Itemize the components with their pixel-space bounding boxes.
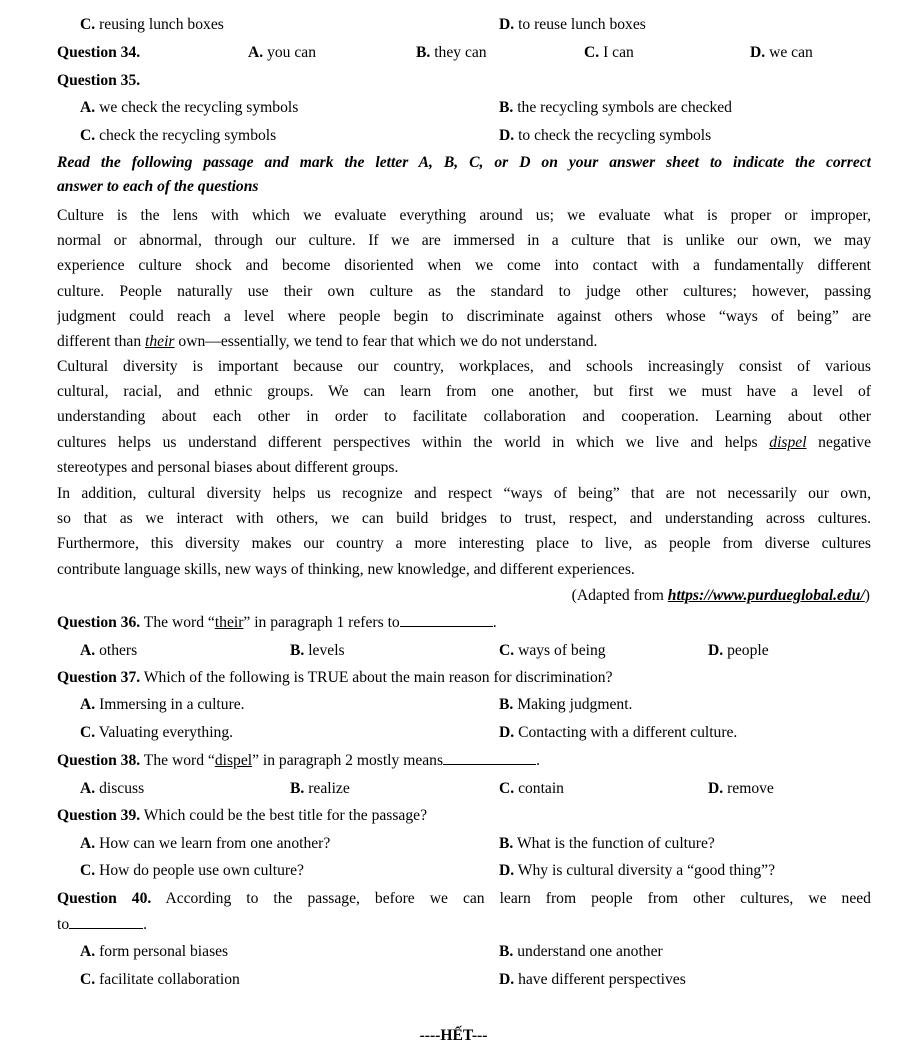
q36-option-d-letter: D. (708, 642, 724, 659)
q35-option-d (499, 122, 711, 150)
q40-option-c (80, 966, 240, 994)
q34-option-c (584, 39, 634, 67)
end-mark: ----HẾT--- (419, 1027, 488, 1044)
q36-stem-word: their (214, 614, 244, 631)
q34-option-a (248, 39, 316, 67)
q35-option-b-letter: B. (499, 99, 514, 116)
q40-option-a-text: form personal biases (99, 943, 229, 960)
q39-option-b (499, 830, 715, 858)
q40-stem-end: . (143, 916, 148, 933)
q36-option-b (290, 637, 345, 665)
p2-line-3: understanding about each other in order to facilitate collaboration and cooperation. Learning about other (57, 408, 871, 426)
q39-label: Question 39. (57, 807, 141, 824)
q39-option-c (80, 857, 304, 885)
reading-instruction (57, 151, 871, 199)
q36-stem (57, 609, 497, 637)
p3-line-1: In addition, cultural diversity helps us recognize and respect “ways of being” that are not necessarily our own, (57, 485, 871, 502)
q36-option-a-letter: A. (80, 642, 96, 659)
q39-option-c-text: How do people use own culture? (99, 862, 304, 879)
q34-option-a-letter: A. (248, 44, 264, 61)
q37-stem (57, 664, 613, 692)
q37-option-d (499, 719, 737, 747)
q36-stem-before: The word “ (140, 614, 215, 631)
q34-label: Question 34. (57, 44, 141, 61)
q33-option-c-letter: C. (80, 16, 96, 33)
q35-option-c (80, 122, 276, 150)
q34-option-c-text: I can (603, 44, 634, 61)
q39-option-d-text: Why is cultural diversity a “good thing”? (517, 862, 776, 879)
q40-stem-line-1-text: According to the passage, before we can learn from people from other cultures, we need (151, 890, 871, 907)
p1-line-1: Culture is the lens with which we evaluate everything around us; we evaluate what is proper or improper, (57, 207, 871, 224)
q40-option-b-letter: B. (499, 943, 514, 960)
q40-option-a-letter: A. (80, 943, 96, 960)
q40-stem-line-2-text: to (57, 916, 70, 933)
instruction-line-2: answer to each of the questions (57, 178, 259, 195)
p3-line-2: so that as we interact with others, we can build bridges to trust, respect, and understanding across cultures. (57, 510, 871, 528)
p1-line-5: judgment could reach a level where people begin to discriminate against others whose “ways of being” are (57, 307, 871, 325)
p1-line-3: experience culture shock and become disoriented when we come into contact with a fundamentally different (57, 257, 871, 275)
p2-line-1: Cultural diversity is important because our country, workplaces, and schools increasingly consist of various (57, 358, 871, 375)
q40-stem-line-1 (57, 886, 871, 912)
q36-stem-after: ” in paragraph 1 refers to (243, 614, 400, 631)
q40-label: Question 40. (57, 890, 152, 907)
p2-line-5: stereotypes and personal biases about different groups. (57, 458, 399, 476)
q40-option-b-text: understand one another (517, 943, 663, 960)
q37-option-a-letter: A. (80, 696, 96, 713)
p2-line-2: cultural, racial, and ethnic groups. We can learn from one another, but first we must have a level of (57, 383, 871, 401)
q38-stem-end: . (536, 752, 540, 769)
q36-option-b-letter: B. (290, 642, 305, 659)
q34-option-b (416, 39, 487, 67)
q39-option-a (80, 830, 330, 858)
q37-option-c (80, 719, 233, 747)
q37-option-b (499, 691, 632, 719)
p2-line-4-after: negative (806, 433, 871, 451)
q34-option-a-text: you can (267, 44, 317, 61)
q35-option-a-text: we check the recycling symbols (99, 99, 299, 116)
q38-option-b-letter: B. (290, 780, 305, 797)
source-link[interactable]: https://www.purdueglobal.edu/ (667, 587, 865, 604)
q38-option-d (708, 775, 774, 803)
q33-option-c (80, 11, 224, 39)
q38-stem (57, 747, 540, 775)
highlighted-word-dispel: dispel (769, 433, 807, 451)
q35-option-c-text: check the recycling symbols (99, 127, 277, 144)
q37-option-b-text: Making judgment. (517, 696, 633, 713)
q40-option-c-letter: C. (80, 971, 96, 988)
answer-blank (400, 612, 493, 627)
q40-option-d-text: have different perspectives (518, 971, 686, 988)
p3-line-4: contribute language skills, new ways of thinking, new knowledge, and different experiences. (57, 560, 635, 578)
passage-paragraph-3 (57, 481, 871, 582)
highlighted-word-their: their (145, 332, 175, 350)
q39-option-a-text: How can we learn from one another? (99, 835, 331, 852)
q37-option-d-letter: D. (499, 724, 515, 741)
q34-option-d-text: we can (769, 44, 813, 61)
q38-option-d-letter: D. (708, 780, 724, 797)
passage-source (572, 582, 870, 610)
p1-line-6-before: different than (57, 332, 146, 350)
q36-option-c (499, 637, 606, 665)
q37-option-b-letter: B. (499, 696, 514, 713)
q38-option-a (80, 775, 144, 803)
q35-option-a-letter: A. (80, 99, 96, 116)
q36-option-d (708, 637, 769, 665)
q39-option-c-letter: C. (80, 862, 96, 879)
q39-stem-text: Which could be the best title for the passage? (140, 807, 427, 824)
q38-option-a-letter: A. (80, 780, 96, 797)
q36-option-c-letter: C. (499, 642, 515, 659)
q36-option-a (80, 637, 137, 665)
q36-label: Question 36. (57, 614, 141, 631)
q37-option-d-text: Contacting with a different culture. (518, 724, 738, 741)
q38-option-b-text: realize (308, 780, 350, 797)
q37-option-c-letter: C. (80, 724, 96, 741)
passage-paragraph-2 (57, 354, 871, 480)
q36-option-b-text: levels (308, 642, 345, 659)
p3-line-3: Furthermore, this diversity makes our country a more interesting place to live, as people from diverse cultures (57, 535, 871, 553)
q38-stem-before: The word “ (140, 752, 215, 769)
q38-label: Question 38. (57, 752, 141, 769)
q40-option-c-text: facilitate collaboration (99, 971, 240, 988)
p2-line-4 (57, 430, 871, 455)
q40-stem (57, 886, 871, 938)
q37-stem-text: Which of the following is TRUE about the main reason for discrimination? (140, 669, 613, 686)
answer-blank (69, 914, 143, 929)
q34-option-b-text: they can (434, 44, 487, 61)
q35-option-d-letter: D. (499, 127, 515, 144)
q38-option-c-text: contain (518, 780, 564, 797)
p1-line-2: normal or abnormal, through our culture. If we are immersed in a culture that is unlike our own, we may (57, 232, 871, 250)
q38-option-c (499, 775, 564, 803)
q38-stem-after: ” in paragraph 2 mostly means (252, 752, 444, 769)
p1-line-6 (57, 329, 871, 354)
q39-stem (57, 802, 427, 830)
q36-option-a-text: others (99, 642, 138, 659)
q39-option-d-letter: D. (499, 862, 515, 879)
q37-label: Question 37. (57, 669, 141, 686)
q39-option-b-letter: B. (499, 835, 514, 852)
source-prefix: (Adapted from (571, 587, 668, 604)
q34-option-c-letter: C. (584, 44, 600, 61)
p2-line-4-before: cultures helps us understand different perspectives within the world in which we live and helps (57, 433, 770, 451)
passage-paragraph-1 (57, 203, 871, 354)
q34-option-d (750, 39, 813, 67)
q37-option-a (80, 691, 245, 719)
p1-line-6-after: own—essentially, we tend to fear that which we do not understand. (174, 332, 598, 350)
q38-option-b (290, 775, 350, 803)
q38-option-c-letter: C. (499, 780, 515, 797)
q33-option-d-letter: D. (499, 16, 515, 33)
q37-option-a-text: Immersing in a culture. (99, 696, 245, 713)
q34-option-b-letter: B. (416, 44, 431, 61)
p1-line-4: culture. People naturally use their own culture as the standard to judge other cultures; however, passing (57, 282, 871, 300)
q35-option-b (499, 94, 732, 122)
q40-option-d-letter: D. (499, 971, 515, 988)
q33-option-c-text: reusing lunch boxes (99, 16, 224, 33)
q38-option-a-text: discuss (99, 780, 145, 797)
q36-stem-end: . (492, 614, 497, 631)
source-suffix: ) (864, 587, 870, 604)
instruction-line-1: Read the following passage and mark the letter A, B, C, or D on your answer sheet to indicate the correct (57, 154, 871, 171)
q36-option-c-text: ways of being (518, 642, 606, 659)
q33-option-d-text: to reuse lunch boxes (518, 16, 646, 33)
q35-option-b-text: the recycling symbols are checked (517, 99, 732, 116)
answer-blank (443, 750, 536, 765)
q40-option-a (80, 938, 228, 966)
q40-option-b (499, 938, 663, 966)
q39-option-d (499, 857, 775, 885)
q38-stem-word: dispel (214, 752, 253, 769)
q34-option-d-letter: D. (750, 44, 766, 61)
q35-option-c-letter: C. (80, 127, 96, 144)
q40-stem-line-2 (57, 912, 871, 938)
q35-option-a (80, 94, 298, 122)
q35-label: Question 35. (57, 72, 141, 89)
q39-option-b-text: What is the function of culture? (516, 835, 715, 852)
q36-option-d-text: people (727, 642, 769, 659)
q38-option-d-text: remove (727, 780, 774, 797)
q35-option-d-text: to check the recycling symbols (518, 127, 712, 144)
q39-option-a-letter: A. (80, 835, 96, 852)
q37-option-c-text: Valuating everything. (98, 724, 234, 741)
q33-option-d (499, 11, 646, 39)
q40-option-d (499, 966, 686, 994)
